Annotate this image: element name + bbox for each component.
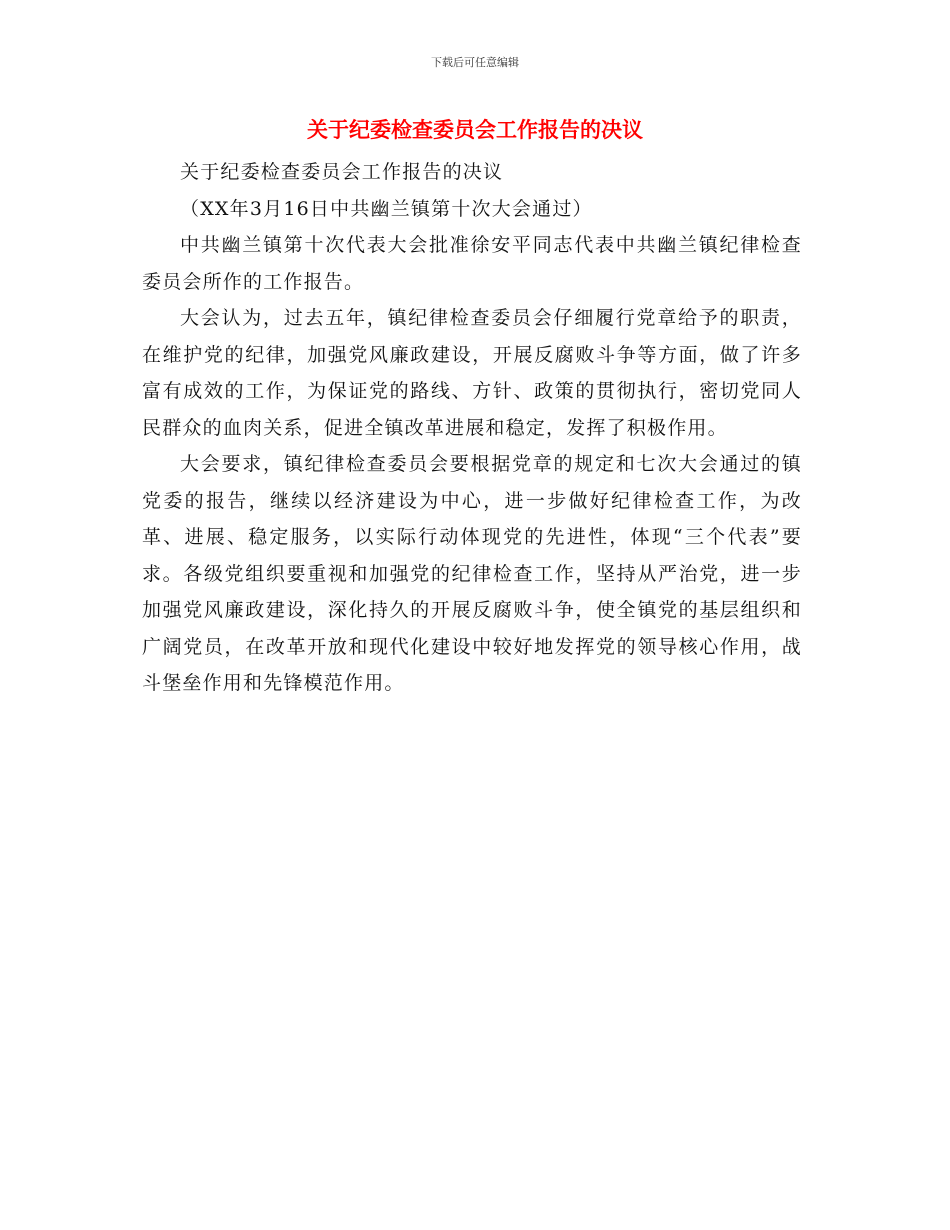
paragraph: 大会认为，过去五年，镇纪律检查委员会仔细履行党章给予的职责，在维护党的纪律，加强党风廉政建设，开展反腐败斗争等方面，做了许多富有成效的工作，为保证党的路线、方针、政策的贯彻执行，密切党同人民群众的血肉关系，促进全镇改革进展和稳定，发挥了积极作用。 bbox=[142, 307, 802, 439]
paragraph: 大会要求，镇纪律检查委员会要根据党章的规定和七次大会通过的镇党委的报告，继续以经济建设为中心，进一步做好纪律检查工作，为改革、进展、稳定服务，以实际行动体现党的先进性，体现“三个代表”要求。各级党组织要重视和加强党的纪律检查工作，坚持从严治党，进一步加强党风廉政建设，深化持久的开展反腐败斗争，使全镇党的基层组织和广阔党员，在改革开放和现代化建设中较好地发挥党的领导核心作用，战斗堡垒作用和先锋模范作用。 bbox=[142, 453, 802, 694]
document-body bbox=[142, 154, 802, 702]
paragraph: 中共幽兰镇第十次代表大会批准徐安平同志代表中共幽兰镇纪律检查委员会所作的工作报告。 bbox=[142, 234, 802, 293]
header-note: 下载后可任意编辑 bbox=[431, 56, 519, 69]
document-title: 关于纪委检查委员会工作报告的决议 bbox=[307, 118, 643, 142]
paragraph-subtitle: 关于纪委检查委员会工作报告的决议 bbox=[180, 161, 504, 183]
paragraph-date-note: （XX年3月16日中共幽兰镇第十次大会通过） bbox=[180, 197, 593, 220]
